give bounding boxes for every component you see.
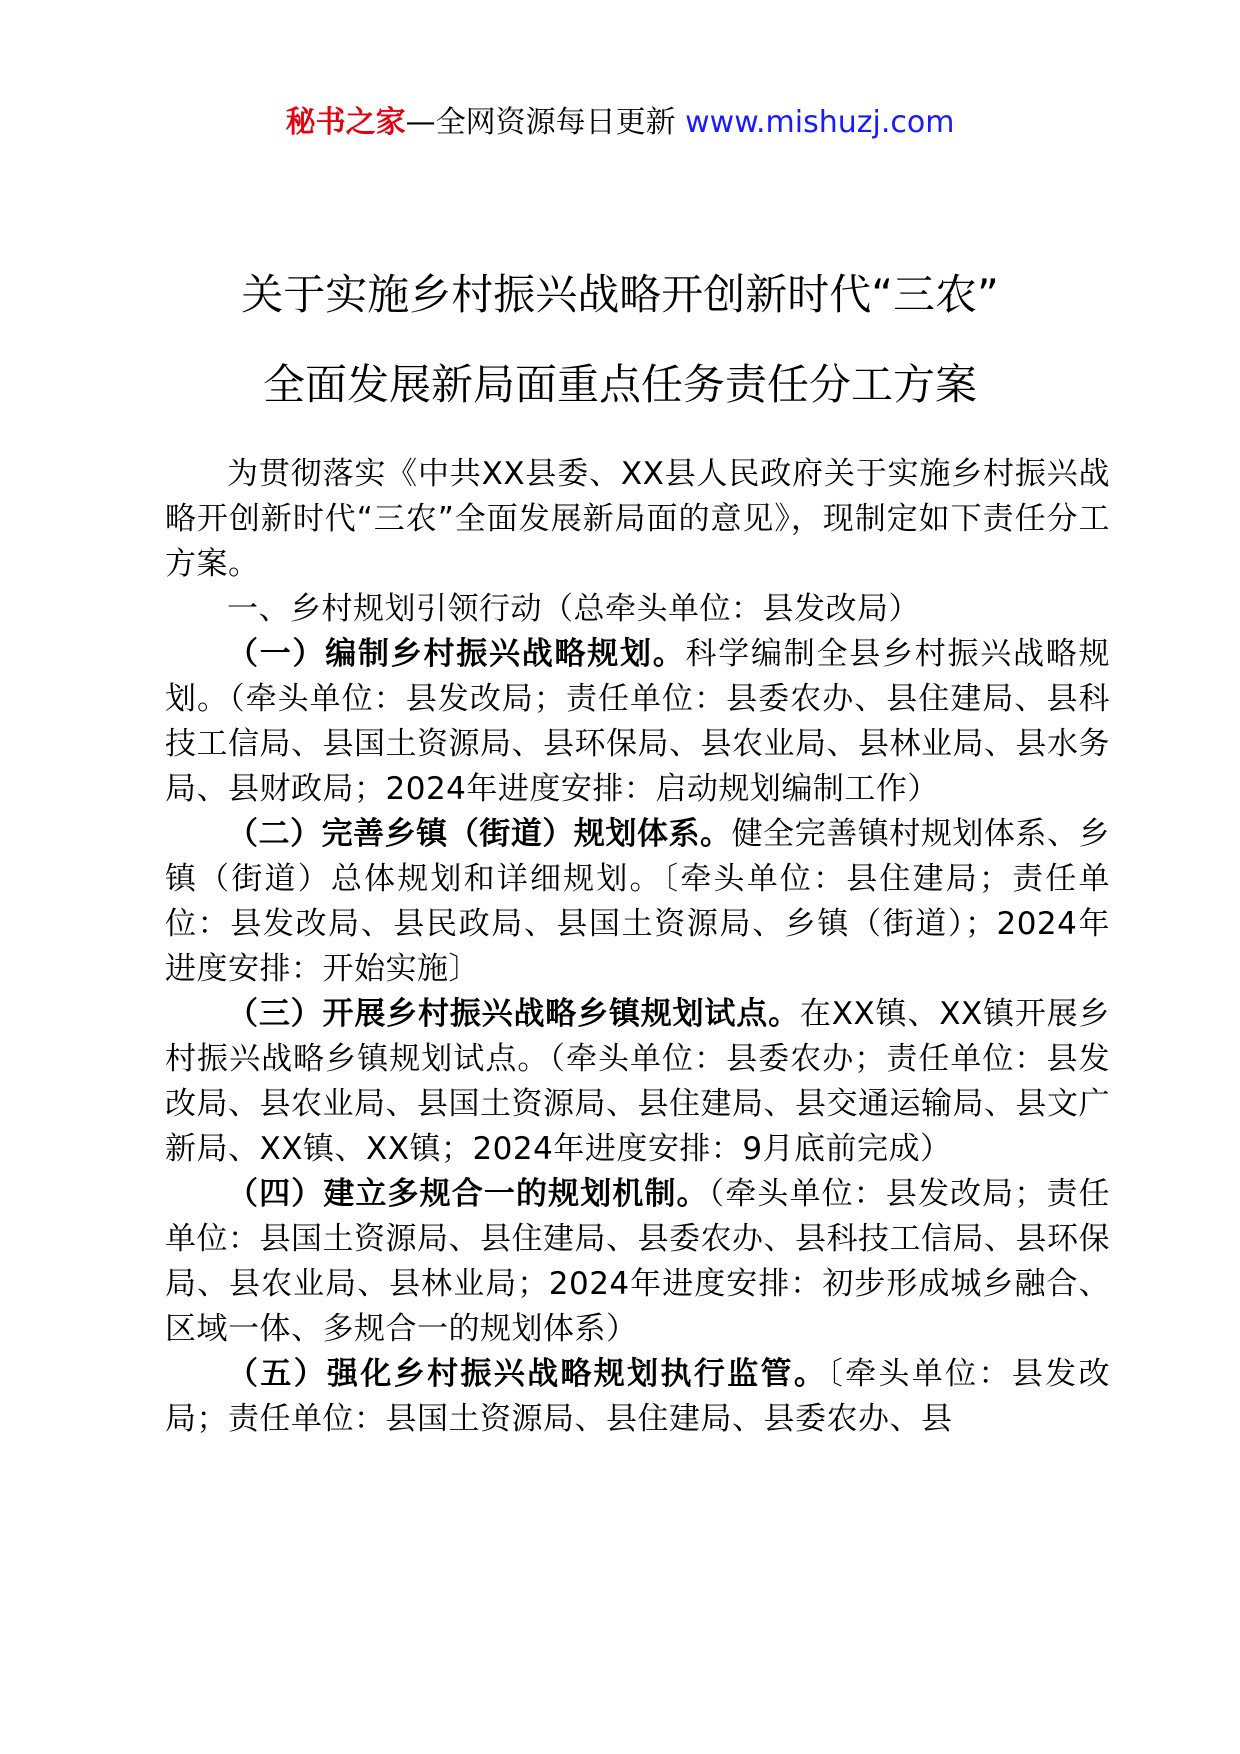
task-title: （一）编制乡村振兴战略规划。 <box>227 636 686 672</box>
title-line-2: 全面发展新局面重点任务责任分工方案 <box>262 360 977 409</box>
task-title: （二）完善乡镇（街道）规划体系。 <box>227 816 732 852</box>
intro-paragraph: 为贯彻落实《中共XX县委、XX县人民政府关于实施乡村振兴战略开创新时代“三农”全面发展新局面的意见》，现制定如下责任分工方案。 <box>165 456 1110 582</box>
document-body <box>165 452 1110 1442</box>
task-text: 科学编制全县乡村振兴战略规划。（牵头单位：县发改局；责任单位：县委农办、县住建局、县科技工信局、县国土资源局、县环保局、县农业局、县林业局、县水务局、县财政局；2024年进度安排：启动规划编制工作） <box>165 636 1110 807</box>
site-tagline: —全网资源每日更新 <box>405 105 676 140</box>
task-text: （牵头单位：县发改局；责任单位：县国土资源局、县住建局、县委农办、县科技工信局、县环保局、县农业局、县林业局；2024年进度安排：初步形成城乡融合、区域一体、多规合一的规划体系） <box>165 1176 1111 1347</box>
site-header <box>0 100 1240 146</box>
task-item <box>165 1172 1110 1352</box>
task-item <box>165 632 1110 812</box>
site-brand: 秘书之家 <box>285 105 406 140</box>
task-text: 在XX镇、XX镇开展乡村振兴战略乡镇规划试点。（牵头单位：县委农办；责任单位：县发改局、县农业局、县国土资源局、县住建局、县交通运输局、县文广新局、XX镇、XX镇；2024年进度安排：9月底前完成） <box>165 996 1110 1167</box>
task-title: （四）建立多规合一的规划机制。 <box>227 1176 709 1212</box>
task-item <box>165 992 1110 1172</box>
site-url-link[interactable]: www.mishuzj.com <box>685 105 955 140</box>
task-title: （三）开展乡村振兴战略乡镇规划试点。 <box>227 996 800 1032</box>
title-line-1: 关于实施乡村振兴战略开创新时代“三农” <box>241 270 999 319</box>
task-title: （五）强化乡村振兴战略规划执行监管。 <box>227 1356 828 1392</box>
task-text: 健全完善镇村规划体系、乡镇（街道）总体规划和详细规划。〔牵头单位：县住建局；责任单位：县发改局、县民政局、县国土资源局、乡镇（街道）；2024年进度安排：开始实施〕 <box>165 816 1110 987</box>
task-item <box>165 812 1110 992</box>
task-item <box>165 1352 1110 1442</box>
document-title <box>0 250 1240 430</box>
section-heading: 一、乡村规划引领行动（总牵头单位：县发改局） <box>227 591 920 627</box>
task-text: 〔牵头单位：县发改局；责任单位：县国土资源局、县住建局、县委农办、县 <box>165 1356 1111 1437</box>
